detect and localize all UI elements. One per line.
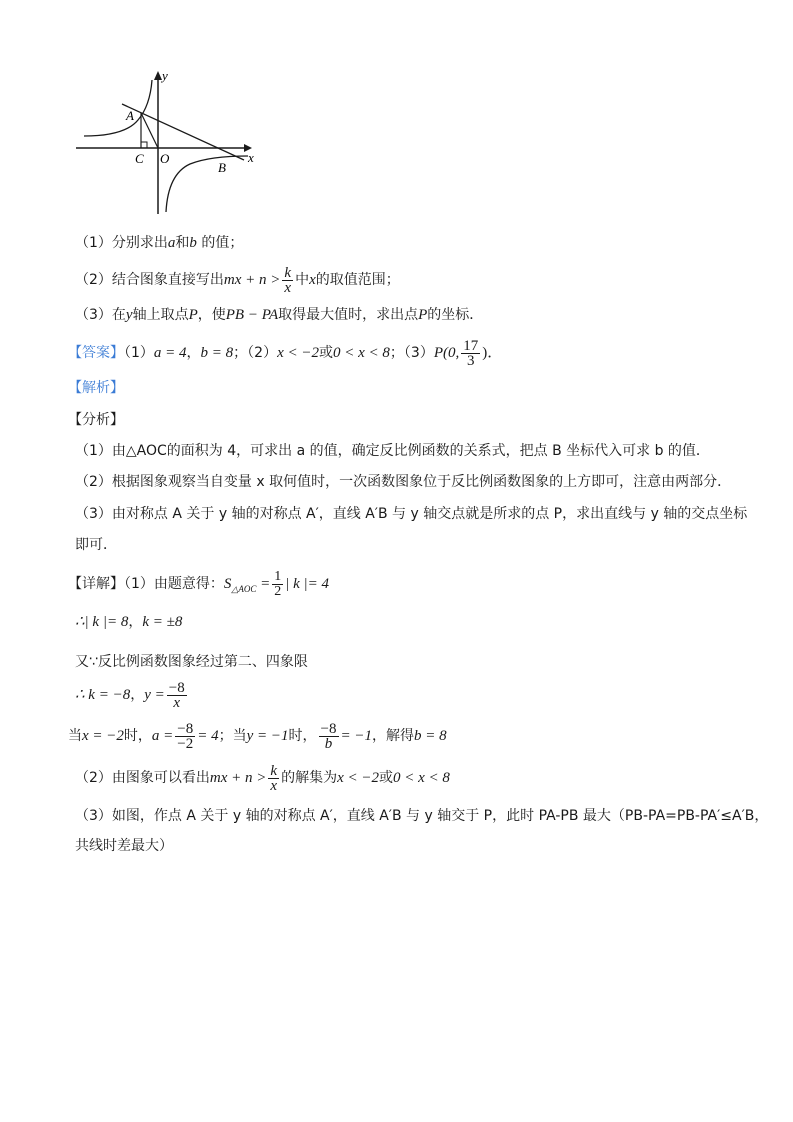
- label-o: O: [160, 151, 170, 166]
- right-angle-mark: [141, 142, 147, 148]
- label-a: A: [126, 108, 134, 123]
- fenxi-line-2: （2）根据图象观察当自变量 x 取何值时，一次函数图象位于反比例函数图象的上方即可，注意由两部分．: [75, 474, 732, 490]
- hyperbola-branch-right: [166, 156, 248, 212]
- detail-line-5: 当x = −2时，a = $\frac{-8}{-2}$ = 4；当y = −1时， $\frac{-8}{b}$ = −1，解得b = 8: [68, 720, 447, 752]
- fraction-neg8-over-neg2: $\frac{-8}{-2}$: [177, 720, 194, 752]
- detail-line-2: ∴| k |= 8，k = ±8: [75, 614, 183, 630]
- fenxi-tag: 【分析】: [68, 412, 124, 428]
- fenxi-line-1: （1）由△AOC的面积为 4，可求出 a 的值，确定反比例函数的关系式，把点 B 坐标代入可求 b 的值．: [75, 443, 710, 459]
- fraction-neg8-over-b: $\frac{-8}{b}$: [320, 720, 337, 752]
- label-x: x: [248, 150, 254, 165]
- fraction-one-half: $\frac{1}{2}$: [274, 568, 282, 599]
- question-3: （3）在y轴上取点P，使PB − PA取得最大值时，求出点P的坐标．: [75, 307, 484, 323]
- label-c: C: [135, 151, 144, 166]
- detail-line-1: 【详解】（1）由题意得：$S_{\triangle AOC}$ = $\frac{1}{2}$ | k |= 4: [68, 568, 329, 599]
- answer-line: 【答案】（1）a = 4，b = 8；（2）x < −2或0 < x < 8；（3）P(0, $\frac{17}{3}$ )．: [68, 337, 503, 369]
- label-y: y: [162, 68, 168, 83]
- detail-line-6: （2）由图象可以看出mx + n > $\frac{k}{x}$ 的解集为x < −2或0 < x < 8: [75, 762, 450, 794]
- question-2: （2）结合图象直接写出mx + n > $\frac{k}{x}$ 中x的取值范围；: [75, 264, 400, 296]
- fraction-k-over-x: $\frac{k}{x}$: [284, 264, 292, 296]
- fraction-k-over-x-2: $\frac{k}{x}$: [270, 762, 278, 794]
- detail-line-8: 共线时差最大）: [75, 838, 173, 854]
- analysis-tag: 【解析】: [68, 380, 124, 396]
- hyperbola-branch-left: [84, 80, 152, 136]
- fraction-neg8-over-x: $\frac{-8}{x}$: [168, 679, 185, 711]
- segment-ao: [141, 113, 158, 148]
- detail-tag: 【详解】: [68, 576, 124, 592]
- fenxi-line-3: （3）由对称点 A 关于 y 轴的对称点 A′，直线 A′B 与 y 轴交点就是所求的点 P，求出直线与 y 轴的交点坐标: [75, 506, 748, 522]
- y-axis-arrow: [154, 71, 162, 80]
- label-b: B: [218, 160, 226, 175]
- coordinate-graph: [70, 62, 270, 222]
- answer-tag: 【答案】: [68, 345, 124, 361]
- fraction-17-over-3: $\frac{17}{3}$: [463, 337, 479, 369]
- detail-line-4: ∴ k = −8，y = $\frac{-8}{x}$: [75, 679, 185, 711]
- fenxi-line-4: 即可．: [75, 537, 117, 553]
- detail-line-7: （3）如图，作点 A 关于 y 轴的对称点 A′，直线 A′B 与 y 轴交于 P，此时 PA-PB 最大（PB-PA=PB-PA′≤A′B，: [75, 808, 769, 824]
- question-1: （1）分别求出a和b 的值；: [75, 235, 244, 251]
- detail-line-3: 又∵反比例函数图象经过第二、四象限: [75, 654, 308, 670]
